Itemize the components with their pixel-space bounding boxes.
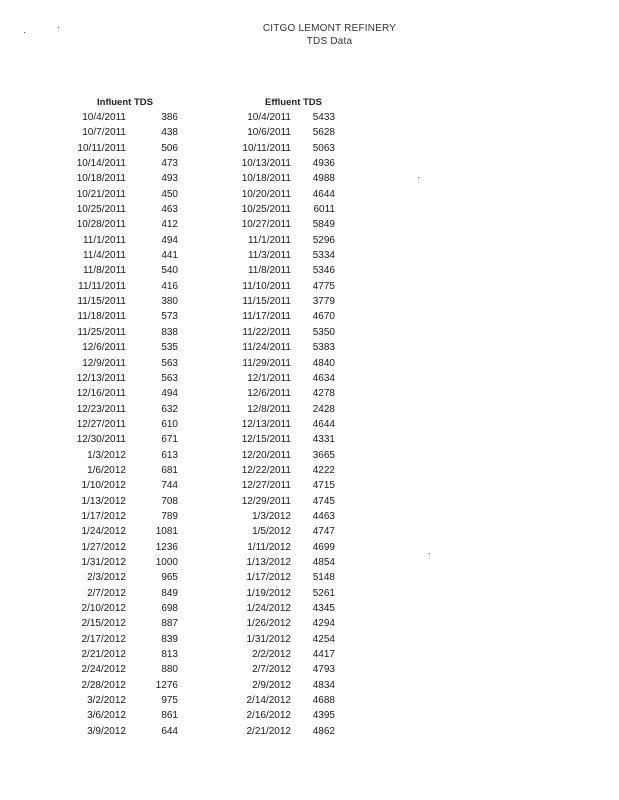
effluent-date-cell: 1/31/2012 (246, 633, 291, 645)
effluent-value-cell: 4463 (312, 510, 335, 522)
effluent-value-cell: 4854 (312, 556, 335, 568)
effluent-value-cell: 5261 (312, 587, 335, 599)
influent-value-cell: 1081 (155, 526, 178, 538)
effluent-value-cell: 3779 (312, 296, 335, 308)
influent-value-cell: 1000 (155, 556, 178, 568)
influent-date-cell: 3/6/2012 (87, 710, 126, 722)
effluent-date-cell: 12/13/2011 (241, 418, 291, 430)
influent-date-cell: 12/30/2011 (76, 434, 126, 446)
effluent-row (205, 693, 335, 708)
influent-value-cell: 473 (161, 158, 178, 170)
effluent-value-cell: 5383 (312, 342, 335, 354)
influent-value-cell: 838 (161, 326, 178, 338)
effluent-row (205, 632, 335, 647)
influent-value-cell: 386 (161, 112, 178, 123)
effluent-date-cell: 1/19/2012 (246, 587, 291, 599)
influent-row (40, 233, 178, 248)
effluent-row (205, 340, 335, 355)
effluent-date-cell: 12/27/2011 (241, 480, 291, 492)
influent-date-cell: 1/27/2012 (81, 541, 126, 553)
influent-date-cell: 1/13/2012 (81, 495, 126, 507)
effluent-row (205, 371, 335, 386)
influent-row (40, 309, 178, 324)
influent-row (40, 371, 178, 386)
influent-row (40, 279, 178, 294)
effluent-value-cell: 4345 (312, 603, 335, 614)
influent-value-cell: 540 (161, 265, 178, 277)
influent-row (40, 356, 178, 371)
influent-row (40, 586, 178, 601)
effluent-row (205, 248, 335, 263)
effluent-date-cell: 11/3/2011 (247, 250, 291, 262)
effluent-date-cell: 1/26/2012 (246, 618, 291, 630)
effluent-row (205, 202, 335, 217)
effluent-row (205, 402, 335, 417)
influent-date-cell: 1/10/2012 (81, 480, 126, 492)
effluent-date-cell: 2/2/2012 (252, 649, 291, 661)
influent-value-cell: 1276 (155, 679, 178, 691)
influent-date-cell: 1/31/2012 (81, 556, 126, 568)
influent-value-cell: 880 (161, 664, 178, 676)
influent-row (40, 478, 178, 493)
influent-value-cell: 698 (161, 603, 178, 614)
effluent-value-cell: 3665 (312, 449, 335, 461)
effluent-date-cell: 10/11/2011 (242, 142, 291, 154)
effluent-row (205, 647, 335, 662)
effluent-value-cell: 6011 (313, 204, 335, 216)
influent-date-cell: 10/11/2011 (77, 142, 126, 154)
influent-date-cell: 11/8/2011 (82, 265, 126, 277)
effluent-date-cell: 11/24/2011 (242, 342, 291, 354)
influent-row (40, 678, 178, 693)
influent-date-cell: 11/4/2011 (82, 250, 126, 262)
effluent-date-cell: 10/25/2011 (241, 204, 291, 216)
effluent-value-cell: 4834 (312, 679, 335, 691)
influent-value-cell: 438 (161, 127, 178, 139)
influent-date-cell: 12/6/2011 (82, 342, 126, 354)
effluent-date-cell: 1/11/2012 (247, 541, 291, 553)
influent-date-cell: 10/7/2011 (82, 127, 126, 139)
influent-value-cell: 613 (161, 449, 178, 461)
effluent-row (205, 494, 335, 509)
effluent-date-cell: 11/15/2011 (242, 296, 291, 308)
influent-value-cell: 708 (161, 495, 178, 507)
effluent-date-cell: 1/5/2012 (252, 526, 291, 538)
effluent-value-cell: 4715 (312, 480, 335, 492)
effluent-date-cell: 12/29/2011 (241, 495, 291, 507)
document-header (0, 22, 619, 48)
effluent-value-cell: 4278 (312, 388, 335, 400)
effluent-value-cell: 4634 (312, 372, 335, 384)
influent-row (40, 448, 178, 463)
effluent-date-cell: 1/24/2012 (246, 603, 291, 614)
influent-date-cell: 3/2/2012 (87, 695, 126, 707)
effluent-value-cell: 5350 (312, 326, 335, 338)
influent-date-cell: 1/3/2012 (87, 449, 126, 461)
effluent-row (205, 325, 335, 340)
influent-row (40, 417, 178, 432)
effluent-date-cell: 2/21/2012 (246, 725, 291, 737)
effluent-row (205, 463, 335, 478)
effluent-row (205, 724, 335, 739)
influent-value-cell: 744 (161, 480, 178, 492)
effluent-date-cell: 1/17/2012 (246, 572, 291, 584)
influent-value-cell: 644 (161, 725, 178, 737)
effluent-row (205, 524, 335, 539)
company-title: CITGO LEMONT REFINERY (262, 23, 397, 34)
effluent-value-cell: 5063 (312, 142, 335, 154)
influent-date-cell: 12/23/2011 (76, 403, 126, 415)
effluent-date-cell: 11/1/2011 (247, 234, 291, 246)
effluent-date-cell: 12/6/2011 (247, 388, 291, 400)
influent-row (40, 708, 178, 723)
effluent-value-cell: 4862 (312, 725, 335, 737)
influent-date-cell: 2/15/2012 (81, 618, 126, 630)
influent-row (40, 632, 178, 647)
effluent-value-cell: 4988 (312, 173, 335, 185)
effluent-row (205, 125, 335, 140)
effluent-value-cell: 4644 (312, 188, 335, 200)
influent-value-cell: 839 (161, 633, 178, 645)
influent-value-cell: 494 (161, 234, 178, 246)
influent-date-cell: 10/28/2011 (76, 219, 126, 231)
influent-row (40, 463, 178, 478)
effluent-value-cell: 4840 (312, 357, 335, 369)
effluent-value-cell: 4936 (312, 158, 335, 170)
effluent-value-cell: 4747 (312, 526, 335, 538)
influent-value-cell: 380 (161, 296, 178, 308)
influent-date-cell: 2/3/2012 (87, 572, 126, 584)
effluent-date-cell: 11/17/2011 (242, 311, 291, 323)
influent-value-cell: 573 (161, 311, 178, 323)
effluent-value-cell: 4699 (312, 541, 335, 553)
influent-value-cell: 416 (161, 280, 178, 292)
influent-row (40, 263, 178, 278)
effluent-row (205, 708, 335, 723)
effluent-value-cell: 4395 (312, 710, 335, 722)
effluent-row (205, 586, 335, 601)
effluent-date-cell: 11/29/2011 (242, 357, 291, 369)
influent-value-cell: 441 (161, 250, 178, 262)
influent-column-title: Influent TDS (97, 97, 153, 108)
effluent-value-cell: 4331 (312, 434, 335, 446)
effluent-date-cell: 10/4/2011 (247, 112, 291, 123)
influent-value-cell: 887 (161, 618, 178, 630)
effluent-row (205, 555, 335, 570)
effluent-row (205, 263, 335, 278)
effluent-value-cell: 4644 (312, 418, 335, 430)
effluent-value-cell: 4745 (312, 495, 335, 507)
effluent-row (205, 478, 335, 493)
influent-date-cell: 3/9/2012 (87, 725, 126, 737)
effluent-value-cell: 4417 (312, 649, 335, 661)
influent-date-cell: 10/21/2011 (76, 188, 126, 200)
influent-value-cell: 1236 (155, 541, 178, 553)
influent-row (40, 125, 178, 140)
influent-date-cell: 10/14/2011 (76, 158, 126, 170)
influent-date-cell: 11/1/2011 (82, 234, 126, 246)
influent-value-cell: 463 (161, 204, 178, 216)
effluent-row (205, 356, 335, 371)
effluent-row (205, 509, 335, 524)
scan-speck (429, 553, 430, 554)
influent-row (40, 616, 178, 631)
effluent-row (205, 309, 335, 324)
influent-date-cell: 12/9/2011 (82, 357, 126, 369)
effluent-value-cell: 5334 (312, 250, 335, 262)
effluent-row (205, 417, 335, 432)
influent-row (40, 555, 178, 570)
scan-speck (24, 32, 25, 33)
influent-table (40, 110, 178, 739)
influent-date-cell: 2/28/2012 (81, 679, 126, 691)
effluent-value-cell: 5296 (312, 234, 335, 246)
effluent-row (205, 678, 335, 693)
influent-row (40, 325, 178, 340)
effluent-row (205, 217, 335, 232)
effluent-date-cell: 11/8/2011 (247, 265, 291, 277)
effluent-value-cell: 5628 (312, 127, 335, 139)
effluent-date-cell: 2/16/2012 (246, 710, 291, 722)
influent-row (40, 693, 178, 708)
effluent-date-cell: 12/15/2011 (241, 434, 291, 446)
effluent-date-cell: 11/22/2011 (242, 326, 291, 338)
influent-row (40, 171, 178, 186)
effluent-date-cell: 1/13/2012 (246, 556, 291, 568)
influent-date-cell: 12/27/2011 (76, 418, 126, 430)
influent-value-cell: 861 (161, 710, 178, 722)
influent-row (40, 294, 178, 309)
scan-speck (418, 177, 419, 178)
effluent-value-cell: 4254 (312, 633, 335, 645)
influent-value-cell: 975 (161, 695, 178, 707)
effluent-date-cell: 10/6/2011 (247, 127, 291, 139)
influent-value-cell: 849 (161, 587, 178, 599)
influent-value-cell: 563 (161, 372, 178, 384)
effluent-date-cell: 1/3/2012 (252, 510, 291, 522)
effluent-value-cell: 5148 (312, 572, 335, 584)
influent-row (40, 724, 178, 739)
effluent-row (205, 171, 335, 186)
effluent-row (205, 448, 335, 463)
influent-row (40, 110, 178, 125)
effluent-column-title: Effluent TDS (265, 97, 322, 108)
effluent-row (205, 294, 335, 309)
scan-speck (58, 27, 59, 28)
influent-row (40, 432, 178, 447)
influent-date-cell: 12/16/2011 (76, 388, 126, 400)
influent-row (40, 141, 178, 156)
influent-value-cell: 632 (161, 403, 178, 415)
effluent-value-cell: 2428 (312, 403, 335, 415)
influent-value-cell: 965 (161, 572, 178, 584)
effluent-row (205, 187, 335, 202)
effluent-row (205, 141, 335, 156)
effluent-date-cell: 10/13/2011 (241, 158, 291, 170)
influent-value-cell: 450 (161, 188, 178, 200)
effluent-value-cell: 4793 (312, 664, 335, 676)
effluent-date-cell: 12/1/2011 (247, 372, 291, 384)
influent-row (40, 340, 178, 355)
effluent-row (205, 570, 335, 585)
influent-value-cell: 789 (161, 510, 178, 522)
effluent-date-cell: 2/14/2012 (246, 695, 291, 707)
influent-row (40, 509, 178, 524)
influent-value-cell: 506 (161, 142, 178, 154)
effluent-value-cell: 5433 (312, 112, 335, 123)
influent-row (40, 494, 178, 509)
effluent-row (205, 432, 335, 447)
influent-row (40, 524, 178, 539)
influent-row (40, 202, 178, 217)
effluent-date-cell: 11/10/2011 (242, 280, 291, 292)
influent-date-cell: 2/21/2012 (81, 649, 126, 661)
effluent-date-cell: 2/7/2012 (252, 664, 291, 676)
influent-date-cell: 10/25/2011 (76, 204, 126, 216)
influent-value-cell: 494 (161, 388, 178, 400)
effluent-row (205, 386, 335, 401)
effluent-value-cell: 4688 (312, 695, 335, 707)
influent-date-cell: 1/24/2012 (81, 526, 126, 538)
influent-date-cell: 2/7/2012 (87, 587, 126, 599)
influent-date-cell: 11/25/2011 (77, 326, 126, 338)
effluent-row (205, 110, 335, 125)
effluent-value-cell: 4222 (312, 464, 335, 476)
effluent-row (205, 616, 335, 631)
influent-row (40, 570, 178, 585)
influent-row (40, 662, 178, 677)
influent-row (40, 217, 178, 232)
effluent-value-cell: 5346 (312, 265, 335, 277)
effluent-row (205, 662, 335, 677)
influent-value-cell: 563 (161, 357, 178, 369)
influent-value-cell: 671 (161, 434, 178, 446)
influent-row (40, 647, 178, 662)
influent-date-cell: 11/15/2011 (77, 296, 126, 308)
influent-date-cell: 12/13/2011 (76, 372, 126, 384)
influent-value-cell: 610 (161, 418, 178, 430)
document-subtitle: TDS Data (306, 36, 353, 47)
influent-date-cell: 10/4/2011 (82, 112, 126, 123)
effluent-row (205, 156, 335, 171)
influent-value-cell: 813 (161, 649, 178, 661)
influent-value-cell: 681 (161, 464, 178, 476)
influent-date-cell: 2/24/2012 (81, 664, 126, 676)
influent-date-cell: 2/10/2012 (81, 603, 126, 614)
effluent-value-cell: 4670 (312, 311, 335, 323)
influent-date-cell: 1/6/2012 (87, 464, 126, 476)
influent-row (40, 386, 178, 401)
influent-value-cell: 535 (161, 342, 178, 354)
effluent-value-cell: 5849 (312, 219, 335, 231)
influent-value-cell: 493 (161, 173, 178, 185)
influent-row (40, 156, 178, 171)
influent-row (40, 402, 178, 417)
effluent-date-cell: 12/22/2011 (241, 464, 291, 476)
influent-row (40, 248, 178, 263)
influent-date-cell: 11/18/2011 (77, 311, 126, 323)
influent-date-cell: 1/17/2012 (81, 510, 126, 522)
effluent-date-cell: 10/18/2011 (241, 173, 291, 185)
influent-value-cell: 412 (161, 219, 178, 231)
effluent-table (205, 110, 335, 739)
influent-row (40, 187, 178, 202)
effluent-row (205, 233, 335, 248)
effluent-value-cell: 4775 (312, 280, 335, 292)
influent-date-cell: 2/17/2012 (81, 633, 126, 645)
effluent-row (205, 279, 335, 294)
influent-row (40, 601, 178, 616)
influent-row (40, 540, 178, 555)
effluent-date-cell: 10/27/2011 (241, 219, 291, 231)
effluent-date-cell: 10/20/2011 (241, 188, 291, 200)
influent-date-cell: 11/11/2011 (78, 280, 126, 292)
effluent-row (205, 601, 335, 616)
effluent-row (205, 540, 335, 555)
effluent-date-cell: 12/20/2011 (241, 449, 291, 461)
influent-date-cell: 10/18/2011 (76, 173, 126, 185)
effluent-value-cell: 4294 (312, 618, 335, 630)
effluent-date-cell: 2/9/2012 (252, 679, 291, 691)
effluent-date-cell: 12/8/2011 (247, 403, 291, 415)
